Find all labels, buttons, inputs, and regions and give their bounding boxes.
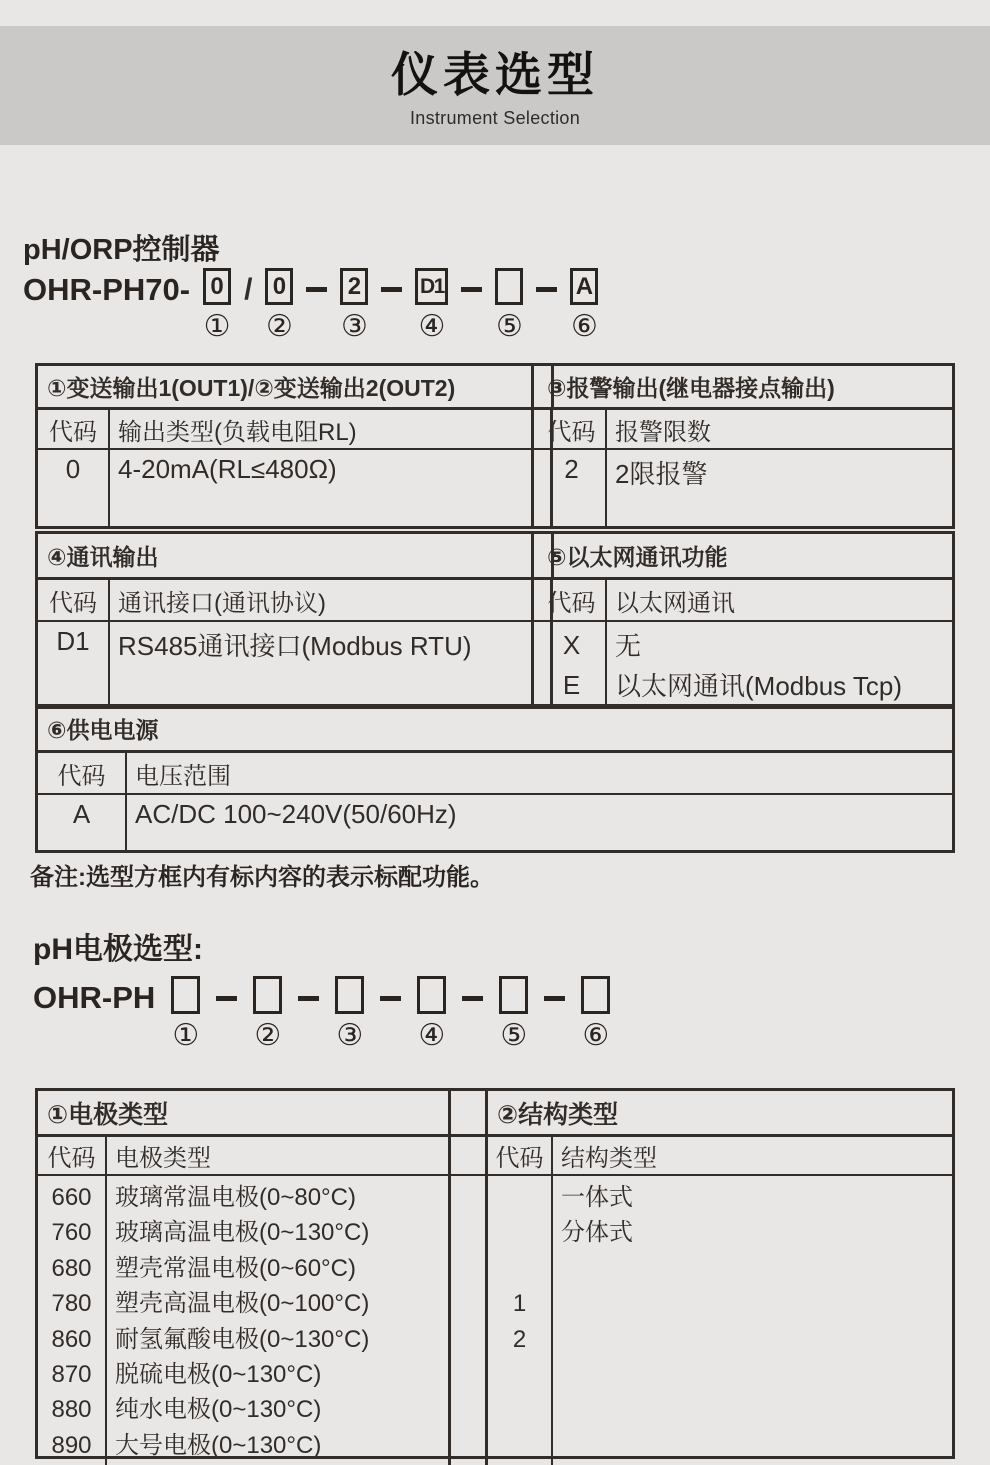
dash-separator — [461, 287, 482, 292]
model-segment-1 — [171, 976, 200, 1051]
model-segment-3 — [340, 268, 368, 342]
electrode-desc: 塑壳高温电极(0~100°C) — [115, 1290, 370, 1318]
electrode-code: 890 — [51, 1431, 92, 1459]
electrode-desc: 耐氢氟酸电极(0~130°C) — [115, 1325, 370, 1353]
circle-5: ⑤ — [495, 310, 523, 343]
alarm-code-label: 代码 — [538, 410, 607, 450]
power-row-desc: AC/DC 100~240V(50/60Hz) — [135, 799, 457, 829]
circle-3: ③ — [340, 310, 368, 343]
dash-separator — [306, 287, 327, 292]
electrode-code: 860 — [51, 1325, 92, 1353]
structure-codes-column — [488, 1176, 553, 1465]
dash-separator — [544, 996, 565, 1001]
model-segment-6 — [581, 976, 610, 1051]
ethernet-row-descs — [607, 622, 952, 706]
comm-row-code: D1 — [38, 622, 110, 706]
ethernet-desc-x: 无 — [615, 631, 642, 661]
electrode-code: 870 — [51, 1361, 92, 1389]
code-box-3 — [335, 976, 364, 1014]
power-code-label: 代码 — [38, 753, 127, 795]
structure-type-label: 结构类型 — [553, 1137, 952, 1176]
code-box-6: A — [570, 268, 598, 305]
out-code-label: 代码 — [38, 410, 110, 450]
controller-heading: pH/ORP控制器 — [23, 234, 220, 266]
model-segment-1 — [203, 268, 231, 342]
electrode-code-label: 代码 — [38, 1137, 107, 1176]
ethernet-header: ⑤以太网通讯功能 — [538, 534, 952, 580]
structure-code: 1 — [512, 1290, 527, 1318]
code-box-4: D1 — [415, 268, 448, 305]
model-segment-4 — [415, 268, 448, 342]
code-box-5 — [495, 268, 523, 305]
page-subtitle: Instrument Selection — [409, 108, 581, 128]
ethernet-code-e: E — [562, 670, 581, 700]
electrode-desc: 大号电极(0~130°C) — [115, 1431, 322, 1459]
ethernet-code-x: X — [562, 630, 581, 660]
electrode-type-header: ①电极类型 — [38, 1091, 448, 1137]
page-title: 仪表选型 — [391, 48, 599, 101]
ethernet-desc-e: 以太网通讯(Modbus Tcp) — [615, 671, 903, 701]
circle-2: ② — [265, 310, 293, 343]
model-segment-5 — [495, 268, 523, 342]
model-prefix: OHR-PH — [33, 980, 156, 1015]
slash-separator: / — [244, 273, 253, 306]
ethernet-code-label: 代码 — [538, 580, 607, 622]
dash-separator — [462, 996, 483, 1001]
out-header: ①变送输出1(OUT1)/②变送输出2(OUT2) — [38, 366, 531, 410]
structure-desc: 分体式 — [561, 1219, 633, 1247]
table-electrode — [35, 1088, 955, 1459]
out-row-desc: 4-20mA(RL≤480Ω) — [118, 454, 337, 484]
code-box-4 — [417, 976, 446, 1014]
model-prefix: OHR-PH70- — [23, 272, 191, 307]
out-row-code: 0 — [38, 450, 110, 526]
code-box-6 — [581, 976, 610, 1014]
circle-4: ④ — [418, 310, 446, 343]
comm-header: ④通讯输出 — [38, 534, 531, 580]
model-segment-6 — [570, 268, 598, 342]
electrode-heading: pH电极选型: — [33, 933, 203, 966]
electrode-desc: 脱硫电极(0~130°C) — [115, 1361, 322, 1389]
circle-2: ② — [254, 1019, 282, 1052]
model-segment-5 — [499, 976, 528, 1051]
electrode-code: 880 — [51, 1396, 92, 1424]
structure-descs-column — [553, 1176, 952, 1465]
table-comm-ethernet — [35, 531, 955, 709]
model-segment-2 — [265, 268, 293, 342]
alarm-row-desc: 2限报警 — [615, 459, 708, 489]
structure-header: ②结构类型 — [488, 1091, 952, 1137]
electrode-desc: 纯水电极(0~130°C) — [115, 1396, 322, 1424]
power-type-label: 电压范围 — [127, 753, 952, 795]
code-box-3: 2 — [340, 268, 368, 305]
code-box-1: 0 — [203, 268, 231, 305]
alarm-type-label: 报警限数 — [607, 410, 952, 450]
circle-1: ① — [172, 1019, 200, 1052]
comm-type-label: 通讯接口(通讯协议) — [110, 580, 531, 622]
table-gap — [448, 1176, 488, 1465]
electrode-code: 780 — [51, 1290, 92, 1318]
power-header: ⑥供电电源 — [38, 707, 952, 753]
code-box-2: 0 — [265, 268, 293, 305]
circle-4: ④ — [418, 1019, 446, 1052]
model-segment-3 — [335, 976, 364, 1051]
model-segment-2 — [253, 976, 282, 1051]
table-power — [35, 704, 955, 853]
table-gap — [448, 1137, 488, 1176]
dash-separator — [380, 996, 401, 1001]
circle-5: ⑤ — [500, 1019, 528, 1052]
out-type-label: 输出类型(负载电阻RL) — [110, 410, 531, 450]
ethernet-type-label: 以太网通讯 — [607, 580, 952, 622]
alarm-row-code: 2 — [538, 450, 607, 526]
structure-code: 2 — [512, 1325, 527, 1353]
comm-code-label: 代码 — [38, 580, 110, 622]
note-text: 备注:选型方框内有标内容的表示标配功能。 — [30, 864, 494, 891]
comm-row-desc: RS485通讯接口(Modbus RTU) — [118, 631, 472, 661]
electrode-codes-column — [38, 1176, 107, 1465]
dash-separator — [536, 287, 557, 292]
circle-6: ⑥ — [570, 310, 598, 343]
title-banner — [0, 26, 990, 145]
electrode-code: 660 — [51, 1184, 92, 1211]
electrode-desc: 玻璃高温电极(0~130°C) — [115, 1219, 370, 1247]
electrode-desc: 玻璃常温电极(0~80°C) — [115, 1184, 356, 1211]
table-output-alarm — [35, 363, 955, 529]
electrode-code: 760 — [51, 1219, 92, 1247]
dash-separator — [298, 996, 319, 1001]
electrode-type-label: 电极类型 — [107, 1137, 448, 1176]
electrode-code: 680 — [51, 1254, 92, 1282]
electrode-desc: 塑壳常温电极(0~60°C) — [115, 1254, 356, 1282]
structure-code-label: 代码 — [488, 1137, 553, 1176]
model-segment-4 — [417, 976, 446, 1051]
structure-desc: 一体式 — [561, 1184, 633, 1211]
code-box-1 — [171, 976, 200, 1014]
circle-3: ③ — [336, 1019, 364, 1052]
code-box-5 — [499, 976, 528, 1014]
electrode-descs-column — [107, 1176, 448, 1465]
alarm-header: ③报警输出(继电器接点输出) — [538, 366, 952, 410]
circle-6: ⑥ — [582, 1019, 610, 1052]
table-gap — [448, 1091, 488, 1137]
power-row-code: A — [38, 795, 127, 850]
circle-1: ① — [203, 310, 231, 343]
dash-separator — [216, 996, 237, 1001]
electrode-model-code — [33, 976, 610, 1051]
ethernet-row-codes — [538, 622, 607, 706]
code-box-2 — [253, 976, 282, 1014]
dash-separator — [381, 287, 402, 292]
controller-model-code — [23, 268, 598, 342]
